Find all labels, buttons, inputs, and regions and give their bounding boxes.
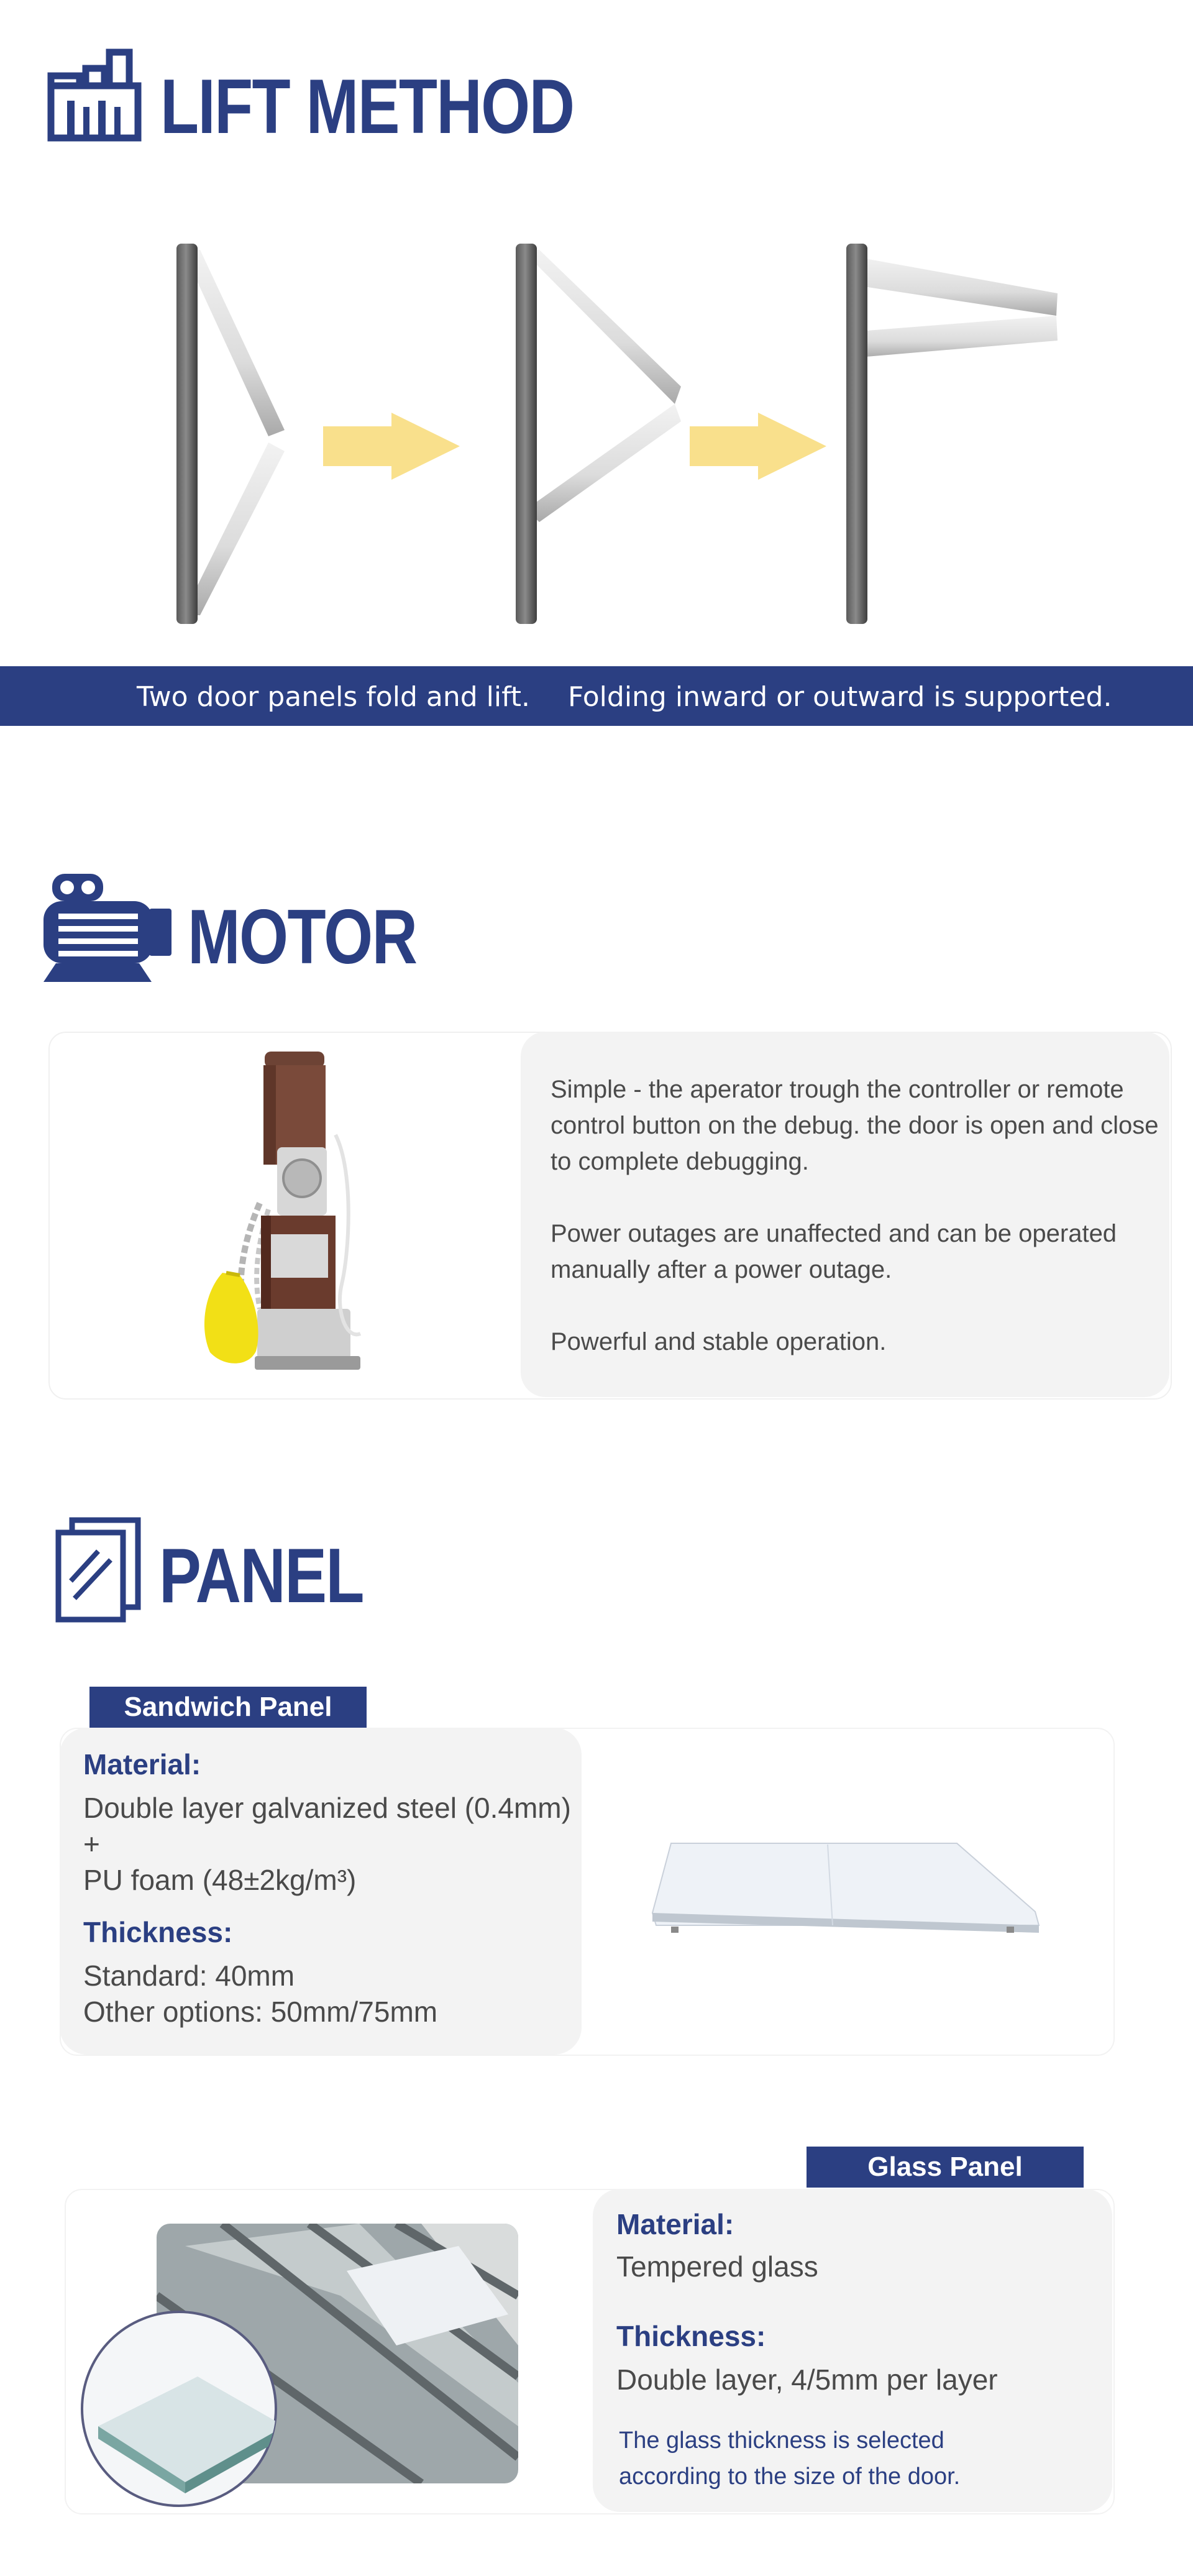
glass-note-line-2: according to the size of the door. bbox=[619, 2464, 961, 2490]
glass-panel-image bbox=[73, 2221, 521, 2512]
lift-method-title: LIFT METHOD bbox=[160, 64, 574, 150]
motor-title: MOTOR bbox=[188, 894, 417, 980]
factory-icon bbox=[45, 47, 144, 144]
motor-paragraph-3: Powerful and stable operation. bbox=[551, 1328, 887, 1355]
fold-diagram bbox=[149, 236, 1081, 634]
stage-1-diagram bbox=[176, 244, 285, 624]
glass-material-value: Tempered glass bbox=[616, 2250, 818, 2283]
glass-panel-tag: Glass Panel bbox=[807, 2147, 1084, 2188]
sandwich-material-line-2: + bbox=[83, 1828, 100, 1860]
motor-paragraph-1: Simple - the aperator trough the controller or remote control button on the debug. the door is open and close to complete debugging. bbox=[551, 1076, 1159, 1175]
arrow-right-icon bbox=[323, 413, 460, 480]
sandwich-thickness-line-2: Other options: 50mm/75mm bbox=[83, 1996, 438, 2028]
banner-right-text: Folding inward or outward is supported. bbox=[568, 681, 1112, 713]
stage-3-diagram bbox=[846, 244, 1058, 624]
glass-material-label: Material: bbox=[616, 2208, 734, 2240]
stage-2-diagram bbox=[516, 244, 681, 624]
sandwich-panel-tag: Sandwich Panel bbox=[89, 1687, 367, 1728]
glass-thickness-value: Double layer, 4/5mm per layer bbox=[616, 2363, 998, 2396]
motor-icon bbox=[43, 873, 171, 983]
arrow-right-icon bbox=[690, 413, 826, 480]
sandwich-panel-image bbox=[634, 1833, 1056, 1945]
motor-description bbox=[521, 1032, 1169, 1397]
motor-paragraph-2: Power outages are unaffected and can be operated manually after a power outage. bbox=[551, 1220, 1117, 1283]
lift-method-section bbox=[0, 0, 1193, 733]
glass-thickness-label: Thickness: bbox=[616, 2320, 766, 2352]
sandwich-material-label: Material: bbox=[83, 1748, 201, 1781]
panel-title: PANEL bbox=[159, 1533, 363, 1619]
glass-panel-info bbox=[593, 2189, 1112, 2512]
motor-image bbox=[186, 1048, 367, 1377]
sandwich-thickness-line-1: Standard: 40mm bbox=[83, 1960, 295, 1992]
panel-icon bbox=[55, 1516, 142, 1623]
banner-left-text: Two door panels fold and lift. bbox=[137, 681, 531, 713]
sandwich-material-line-3: PU foam (48±2kg/m³) bbox=[83, 1864, 357, 1896]
sandwich-thickness-label: Thickness: bbox=[83, 1916, 233, 1948]
glass-note-line-1: The glass thickness is selected bbox=[619, 2427, 944, 2454]
sandwich-panel-info bbox=[60, 1728, 582, 2055]
lift-method-banner bbox=[0, 666, 1193, 726]
sandwich-material-line-1: Double layer galvanized steel (0.4mm) bbox=[83, 1792, 571, 1824]
